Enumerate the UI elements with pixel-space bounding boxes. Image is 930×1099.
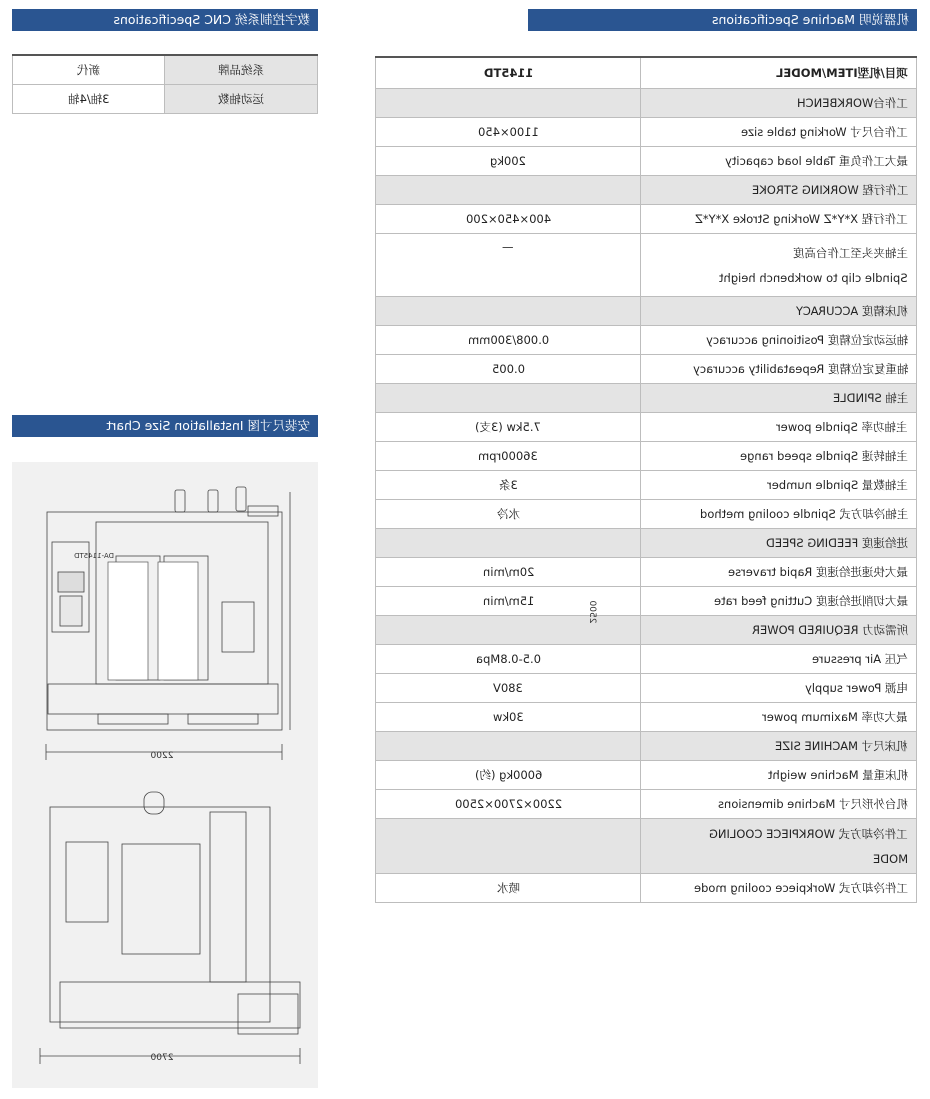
spec-label-cell <box>641 442 917 471</box>
install-chart-header <box>12 415 318 437</box>
spec-value-cell <box>376 500 641 529</box>
cnc-spec-header <box>12 9 318 31</box>
table-row <box>13 55 318 85</box>
side-depth-label: 2700 <box>150 1053 174 1063</box>
cnc-value: 3轴/4轴 <box>67 92 110 106</box>
spec-label-cell <box>641 819 917 874</box>
spec-value-cell <box>376 616 641 645</box>
spec-label-cell <box>641 326 917 355</box>
section-row <box>376 732 917 761</box>
spec-label-cell <box>641 529 917 558</box>
spec-label: 主轴功率 Spindle power <box>776 420 908 434</box>
spec-value-cell <box>376 645 641 674</box>
spec-label-cell <box>641 89 917 118</box>
table-row <box>376 118 917 147</box>
install-chart-header-text: 安装尺寸图 Installation Size Chart <box>106 418 310 433</box>
spec-label-cell <box>641 471 917 500</box>
spec-label-cell <box>641 703 917 732</box>
spec-label: 机床重量 Machine weight <box>767 768 908 782</box>
table-row <box>376 442 917 471</box>
spec-label: 轴重复定位精度 Repeatability accuracy <box>692 362 908 376</box>
spec-value: 2200×2700×2500 <box>454 797 562 811</box>
spec-label-cell <box>641 147 917 176</box>
spec-label-cell <box>641 384 917 413</box>
spec-value-cell <box>376 587 641 616</box>
table-row <box>376 147 917 176</box>
section-row <box>376 384 917 413</box>
machine-spec-header-text: 机器说明 Machine Specifications <box>711 12 909 27</box>
cnc-label: 系统品牌 <box>218 63 265 77</box>
spec-value: 400×450×200 <box>465 212 551 226</box>
machine-side-body <box>50 807 270 1022</box>
table-row <box>376 790 917 819</box>
spec-value-cell <box>376 147 641 176</box>
spec-label: 轴运动定位精度 Positioning accuracy <box>705 333 908 347</box>
spec-label: 机床尺寸 MACHINE SIZE <box>775 739 908 753</box>
table-row <box>376 355 917 384</box>
model-label: 项目/机型ITEM/MODEL <box>776 66 908 80</box>
spec-label: 主轴数量 Spindle number <box>767 478 908 492</box>
spec-value: 0.005 <box>491 362 525 376</box>
spec-value-cell <box>376 297 641 326</box>
spec-label-cell <box>641 616 917 645</box>
side-window <box>66 842 108 922</box>
spec-label: 工作台尺寸 Working table size <box>741 125 908 139</box>
spec-label-cell <box>641 355 917 384</box>
spec-label: 工作行程 X*Y*Z Working Stroke X*Y*Z <box>695 212 908 226</box>
spec-label: 最大快速进给速度 Rapid traverse <box>728 565 908 579</box>
spec-label: 工作台WORKBENCH <box>797 96 908 110</box>
spec-label-cell <box>641 587 917 616</box>
spec-label: 工作行程 WORKING STROKE <box>751 183 908 197</box>
spec-value: 0.5-0.8Mpa <box>475 652 541 666</box>
table-row <box>376 326 917 355</box>
table-row <box>376 874 917 903</box>
top-post <box>236 487 246 511</box>
spec-label: 机台外形尺寸 Machine dimensions <box>717 797 908 811</box>
machine-spec-header <box>528 9 917 31</box>
table-row <box>13 85 318 114</box>
front-width-label: 2200 <box>150 751 174 761</box>
spec-value-cell <box>376 732 641 761</box>
spec-value-cell <box>376 819 641 874</box>
spec-label: 所需动力 REQUIRED POWER <box>751 623 908 637</box>
spec-value: — <box>502 240 514 254</box>
table-row <box>376 234 917 297</box>
spec-value: 200kg <box>490 154 527 168</box>
spec-label-cell <box>641 297 917 326</box>
cnc-label: 运动轴数 <box>218 92 265 106</box>
section-row <box>376 819 917 874</box>
spec-label-cell <box>641 761 917 790</box>
spec-label-line2: Spindle clip to workbench height <box>719 271 908 285</box>
table-row <box>376 500 917 529</box>
spec-label: 气压 Air pressure <box>812 652 908 666</box>
top-post <box>208 490 218 512</box>
spec-label-cell <box>641 558 917 587</box>
spec-label-cell <box>641 176 917 205</box>
side-door <box>122 844 200 954</box>
spec-value-cell <box>376 442 641 471</box>
spec-label: 工件冷却方式 WORKPIECE COOLING <box>709 827 908 841</box>
cnc-value: 新代 <box>77 63 101 77</box>
top-post <box>175 490 185 512</box>
spec-value: 0.008/300mm <box>467 333 549 347</box>
section-row <box>376 616 917 645</box>
spec-label: 进给速度 FEEDING SPEED <box>766 536 908 550</box>
spec-value-cell <box>376 205 641 234</box>
spec-label-cell <box>641 645 917 674</box>
spec-value-cell <box>376 874 641 903</box>
spec-value: 20m/min <box>482 565 534 579</box>
spec-value-cell <box>376 761 641 790</box>
model-plate-label: DA-1145TD <box>74 552 114 560</box>
spec-value: 6000kg (约) <box>474 768 542 782</box>
side-plate <box>222 602 254 652</box>
spec-value-cell <box>376 118 641 147</box>
spec-label-cell <box>641 234 917 297</box>
spec-value-cell <box>376 674 641 703</box>
spec-value-cell <box>376 529 641 558</box>
spec-value-cell <box>376 176 641 205</box>
spec-value-cell <box>376 355 641 384</box>
section-row <box>376 297 917 326</box>
section-row <box>376 176 917 205</box>
spec-value-cell <box>376 384 641 413</box>
spec-value: 3条 <box>498 478 518 492</box>
spec-value-cell <box>376 89 641 118</box>
spec-label-cell <box>641 205 917 234</box>
side-base <box>60 982 300 1028</box>
table-row <box>376 645 917 674</box>
control-screen <box>58 572 84 592</box>
spec-label: 工件冷却方式 Workpiece cooling mode <box>693 881 908 895</box>
top-box <box>248 506 278 516</box>
spec-label-cell <box>641 118 917 147</box>
spec-label-cell <box>641 874 917 903</box>
base-foot <box>188 714 258 724</box>
spec-value-cell <box>376 558 641 587</box>
front-height-label: 2500 <box>587 600 597 624</box>
section-row <box>376 529 917 558</box>
spec-label: 最大切削进给速度 Cutting feed rate <box>714 594 908 608</box>
spec-value: 1100×450 <box>477 125 539 139</box>
table-row <box>376 674 917 703</box>
spec-label-cell <box>641 413 917 442</box>
spec-value-cell <box>376 703 641 732</box>
cnc-spec-table <box>12 54 318 114</box>
spec-value-cell <box>376 326 641 355</box>
side-handle <box>144 792 164 814</box>
spec-label: 主轴 SPINDLE <box>832 391 908 405</box>
spec-label: 主轴冷却方式 Spindle cooling method <box>699 507 908 521</box>
spec-label-cell <box>641 674 917 703</box>
spec-label: 最大功率 Maximum power <box>762 710 908 724</box>
spec-value: 30kw <box>492 710 524 724</box>
spec-value: 15m/min <box>482 594 534 608</box>
spec-value-cell <box>376 413 641 442</box>
machine-spec-table <box>375 56 917 903</box>
spec-label-line2: MODE <box>872 852 908 866</box>
spec-value-cell <box>376 471 641 500</box>
spec-value-cell <box>376 234 641 297</box>
table-row <box>376 587 917 616</box>
spec-label-cell <box>641 732 917 761</box>
spec-label: 最大工作负重 Table load capacity <box>725 154 908 168</box>
side-column <box>210 812 246 982</box>
table-row <box>376 558 917 587</box>
machine-base <box>48 684 278 714</box>
spec-value: 水冷 <box>496 507 520 521</box>
spec-label: 主轴夹头至工作台高度 <box>793 246 908 260</box>
section-row <box>376 89 917 118</box>
table-header-row <box>376 57 917 89</box>
model-value: 1145TD <box>483 66 533 80</box>
cnc-spec-header-text: 数字控制系统 CNC Specifications <box>113 12 310 27</box>
spec-value: 380V <box>493 681 524 695</box>
table-row <box>376 761 917 790</box>
control-keys <box>60 596 82 626</box>
table-row <box>376 205 917 234</box>
table-row <box>376 471 917 500</box>
spec-value: 36000rpm <box>478 449 539 463</box>
spec-label-cell <box>641 790 917 819</box>
spec-value: 喷水 <box>496 881 520 895</box>
spec-label: 机床精度 ACCURACY <box>796 304 908 318</box>
spec-value-cell <box>376 790 641 819</box>
spec-label-cell <box>641 500 917 529</box>
spec-label: 电源 Power supply <box>805 681 908 695</box>
table-row <box>376 703 917 732</box>
table-row <box>376 413 917 442</box>
spec-label: 主轴转速 Spindle speed range <box>740 449 908 463</box>
spec-value: 7.5kw (3支) <box>475 420 542 434</box>
base-foot <box>98 714 168 724</box>
door-buttons <box>108 562 198 680</box>
